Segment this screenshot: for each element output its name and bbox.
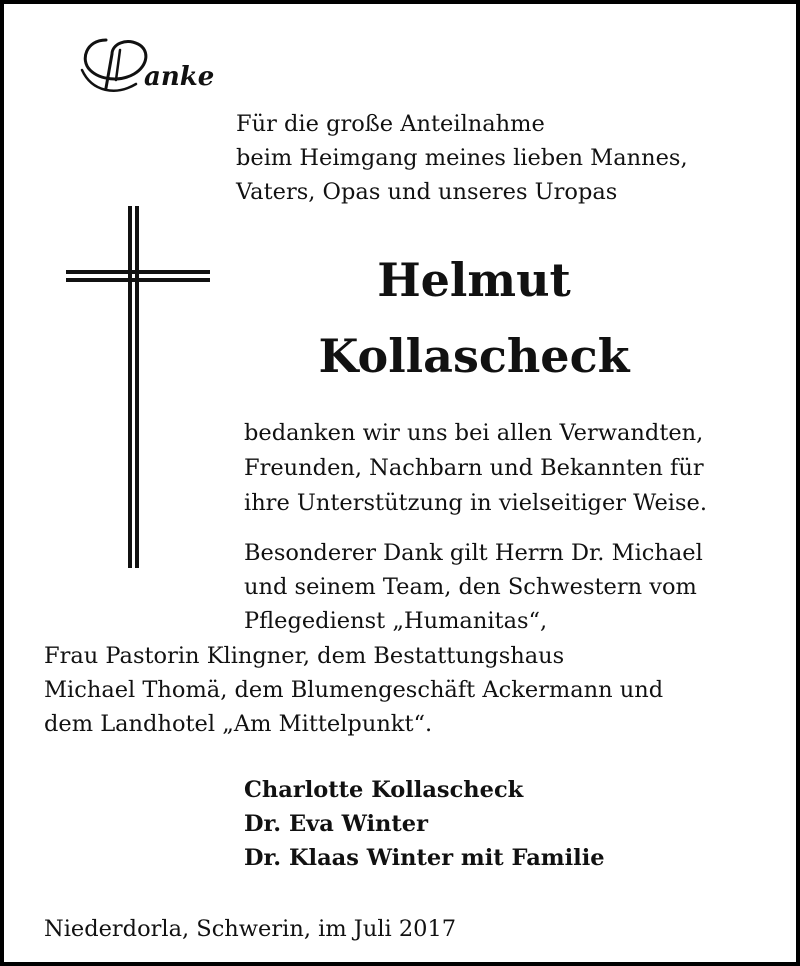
thanks-paragraph-3: Frau Pastorin Klingner, dem Bestattungshaus Michael Thomä, dem Blumengeschäft Ackermann und dem Landhotel „Am Mittelpunkt“. [44, 643, 664, 737]
signer-3: Dr. Klaas Winter mit Familie [244, 845, 605, 871]
deceased-first-name: Helmut [377, 253, 571, 307]
danke-logo [76, 30, 246, 100]
cross-icon [52, 206, 212, 572]
signers-list [244, 773, 605, 875]
thanks-paragraph-1: bedanken wir uns bei allen Verwandten, Freunden, Nachbarn und Bekannten für ihre Unterstützung in vielseitiger Weise. [244, 420, 707, 516]
deceased-name [224, 242, 724, 394]
signer-1: Charlotte Kollascheck [244, 777, 524, 803]
danke-text: anke [144, 62, 215, 92]
thanks-paragraph-2: Besonderer Dank gilt Herrn Dr. Michael und seinem Team, den Schwestern vom Pflegedienst „Humanitas“, [244, 540, 703, 634]
intro-text: Für die große Anteilnahme beim Heimgang meines lieben Mannes, Vaters, Opas und unseres Uropas [236, 111, 688, 205]
place-date: Niederdorla, Schwerin, im Juli 2017 [44, 916, 457, 942]
signer-2: Dr. Eva Winter [244, 811, 428, 837]
deceased-last-name: Kollascheck [318, 329, 630, 383]
